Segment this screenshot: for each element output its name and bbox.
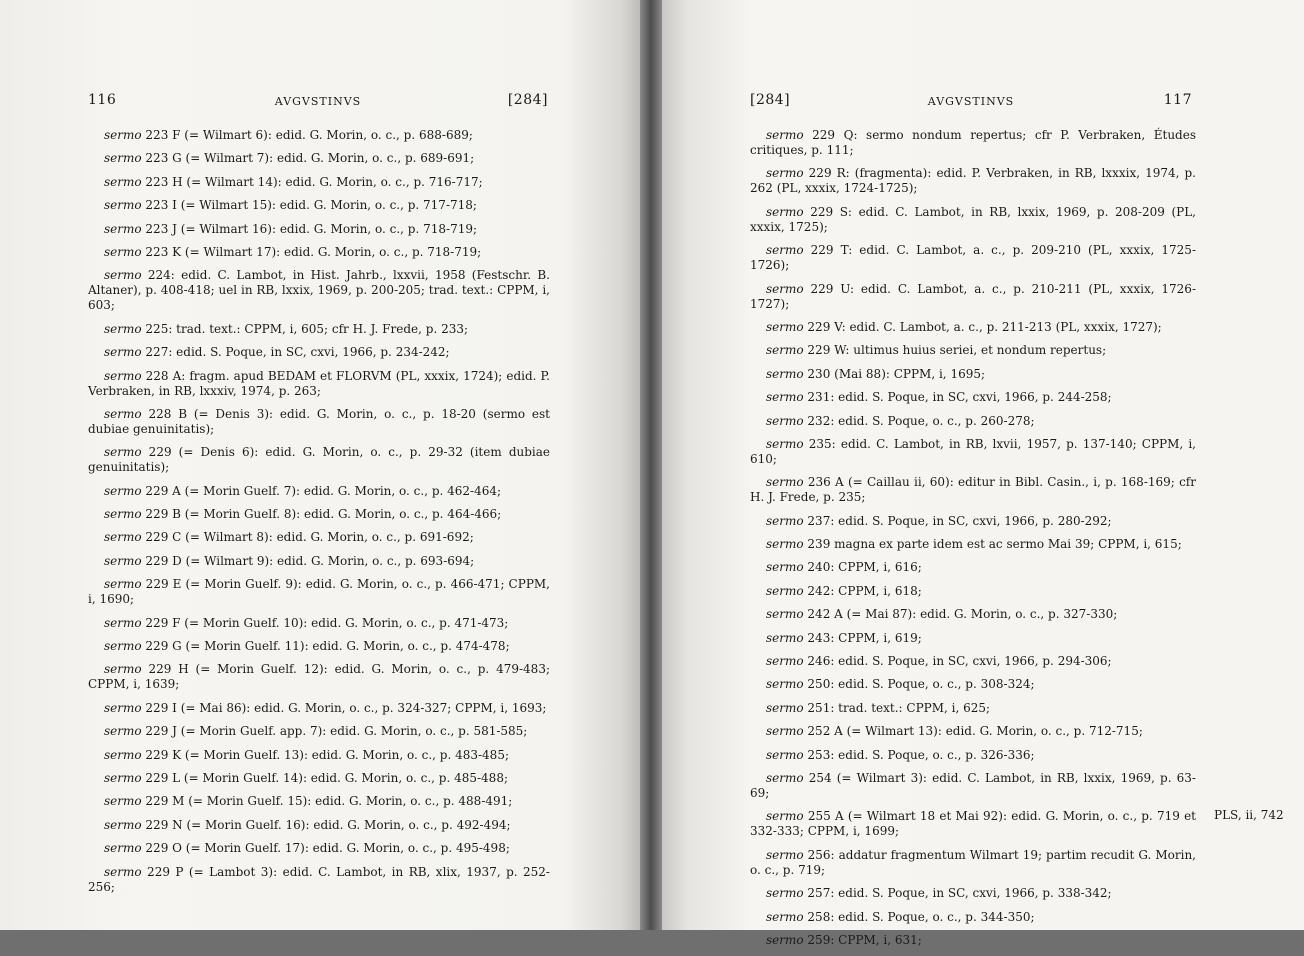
entry-text: 242 A (= Mai 87): edid. G. Morin, o. c., p. 327-330;	[803, 607, 1118, 622]
entry	[88, 701, 550, 716]
entry	[750, 654, 1196, 669]
entry	[88, 748, 550, 763]
entry-label: sermo	[766, 724, 804, 739]
entry-text: 229 Q: sermo nondum repertus; cfr P. Verbraken, Études critiques, p. 111;	[750, 128, 1196, 157]
entry	[88, 128, 550, 143]
entry-label: sermo	[104, 221, 142, 236]
entry-text: 257: edid. S. Poque, in SC, cxvi, 1966, p. 338-342;	[803, 886, 1112, 901]
entry-label: sermo	[104, 639, 142, 654]
entry-label: sermo	[766, 886, 804, 901]
entry	[750, 886, 1196, 901]
entry	[88, 507, 550, 522]
entry-text: 227: edid. S. Poque, in SC, cxvi, 1966, p. 234-242;	[141, 345, 450, 360]
entry-text: 242: CPPM, i, 618;	[803, 583, 922, 598]
entry	[750, 243, 1196, 273]
entry-text: 230 (Mai 88): CPPM, i, 1695;	[803, 366, 986, 381]
entry-label: sermo	[104, 553, 142, 568]
entry-label: sermo	[104, 864, 142, 879]
entry-label: sermo	[766, 654, 804, 669]
entry-text: 256: addatur fragmentum Wilmart 19; partim recudit G. Morin, o. c., p. 719;	[750, 847, 1196, 877]
book-gutter	[640, 0, 662, 930]
left-page	[0, 0, 640, 930]
entry-text: 229 P (= Lambot 3): edid. C. Lambot, in RB, xlix, 1937, p. 252-256;	[88, 864, 550, 894]
entry-text: 224: edid. C. Lambot, in Hist. Jahrb., lxxvii, 1958 (Festschr. B. Altaner), p. 408-418; uel in RB, lxxix, 1969, p. 200-205; trad. text.: CPPM, i, 603;	[88, 268, 550, 313]
entry-text: 253: edid. S. Poque, o. c., p. 326-336;	[803, 747, 1035, 762]
entry	[88, 407, 550, 437]
entry-text: 228 A: fragm. apud BEDAM et FLORVM (PL, xxxix, 1724); edid. P. Verbraken, in RB, lxxxiv, 1974, p. 263;	[88, 368, 550, 398]
entry-label: sermo	[766, 366, 804, 381]
entry-label: sermo	[104, 406, 142, 421]
entry-text: 229 N (= Morin Guelf. 16): edid. G. Morin, o. c., p. 492-494;	[141, 817, 511, 832]
entry	[750, 933, 1196, 948]
entry-text: 228 B (= Denis 3): edid. G. Morin, o. c., p. 18-20 (sermo est dubiae genuinitatis);	[88, 406, 550, 436]
entry	[750, 701, 1196, 716]
entry-label: sermo	[766, 243, 804, 258]
entry-text: 229 D (= Wilmart 9): edid. G. Morin, o. c., p. 693-694;	[141, 553, 475, 568]
entry-label: sermo	[766, 700, 804, 715]
entry-text: 229 B (= Morin Guelf. 8): edid. G. Morin, o. c., p. 464-466;	[141, 507, 502, 522]
entry-text: 251: trad. text.: CPPM, i, 625;	[803, 700, 991, 715]
entry	[88, 198, 550, 213]
entry	[88, 577, 550, 607]
entry-text: 259: CPPM, i, 631;	[803, 932, 922, 947]
entry	[88, 662, 550, 692]
entry-text: 229 O (= Morin Guelf. 17): edid. G. Morin, o. c., p. 495-498;	[141, 841, 510, 856]
entry	[88, 554, 550, 569]
entry-text: 229 K (= Morin Guelf. 13): edid. G. Morin, o. c., p. 483-485;	[141, 747, 509, 762]
entry	[750, 631, 1196, 646]
entry-label: sermo	[766, 932, 804, 947]
entry-label: sermo	[766, 204, 804, 219]
entry-label: sermo	[104, 662, 142, 677]
entry-label: sermo	[766, 630, 804, 645]
entry	[88, 530, 550, 545]
margin-note: PLS, ii, 742	[1214, 808, 1284, 822]
entry	[88, 794, 550, 809]
entry-text: 229 J (= Morin Guelf. app. 7): edid. G. Morin, o. c., p. 581-585;	[141, 724, 528, 739]
entry-label: sermo	[104, 445, 142, 460]
entry	[750, 607, 1196, 622]
entry-label: sermo	[104, 483, 142, 498]
bracket-number: [284]	[750, 92, 791, 108]
entry	[750, 390, 1196, 405]
entry	[88, 151, 550, 166]
entry-label: sermo	[104, 615, 142, 630]
entry-text: 229 T: edid. C. Lambot, a. c., p. 209-210 (PL, xxxix, 1725-1726);	[750, 243, 1196, 273]
entry	[88, 639, 550, 654]
entry	[750, 128, 1196, 158]
entry-label: sermo	[766, 343, 804, 358]
entry-text: 255 A (= Wilmart 18 et Mai 92): edid. G. Morin, o. c., p. 719 et 332-333; CPPM, i, 1699;	[750, 809, 1196, 839]
entry	[750, 437, 1196, 467]
entry-text: 229 U: edid. C. Lambot, a. c., p. 210-211 (PL, xxxix, 1726-1727);	[750, 281, 1196, 311]
entry	[750, 282, 1196, 312]
entry-text: 229 S: edid. C. Lambot, in RB, lxxix, 1969, p. 208-209 (PL, xxxix, 1725);	[750, 204, 1196, 234]
entry	[88, 771, 550, 786]
entry-label: sermo	[766, 909, 804, 924]
entry-text: 229 M (= Morin Guelf. 15): edid. G. Morin, o. c., p. 488-491;	[141, 794, 513, 809]
entry-label: sermo	[766, 166, 804, 181]
entry-label: sermo	[766, 560, 804, 575]
entry-text: 229 H (= Morin Guelf. 12): edid. G. Morin, o. c., p. 479-483; CPPM, i, 1639;	[88, 662, 550, 692]
entry	[88, 175, 550, 190]
entry-label: sermo	[766, 390, 804, 405]
entry-text: 223 J (= Wilmart 16): edid. G. Morin, o. c., p. 718-719;	[141, 221, 478, 236]
entry-text: 235: edid. C. Lambot, in RB, lxvii, 1957, p. 137-140; CPPM, i, 610;	[750, 436, 1196, 466]
entry-text: 246: edid. S. Poque, in SC, cxvi, 1966, p. 294-306;	[803, 654, 1112, 669]
entry-label: sermo	[104, 198, 142, 213]
entry-text: 229 E (= Morin Guelf. 9): edid. G. Morin, o. c., p. 466-471; CPPM, i, 1690;	[88, 577, 550, 607]
entry-text: 252 A (= Wilmart 13): edid. G. Morin, o. c., p. 712-715;	[803, 724, 1143, 739]
entry-text: 243: CPPM, i, 619;	[803, 630, 922, 645]
entry-label: sermo	[766, 513, 804, 528]
entry	[750, 584, 1196, 599]
entry-text: 229 A (= Morin Guelf. 7): edid. G. Morin, o. c., p. 462-464;	[141, 483, 502, 498]
entry-label: sermo	[766, 677, 804, 692]
entry	[750, 809, 1196, 839]
entry	[750, 205, 1196, 235]
entry-label: sermo	[104, 700, 142, 715]
entry-label: sermo	[104, 345, 142, 360]
entry-text: 229 (= Denis 6): edid. G. Morin, o. c., p. 29-32 (item dubiae genuinitatis);	[88, 445, 550, 475]
entry-label: sermo	[104, 507, 142, 522]
entry	[88, 818, 550, 833]
entry-label: sermo	[766, 847, 804, 862]
entry-label: sermo	[766, 747, 804, 762]
bracket-number: [284]	[507, 92, 548, 108]
entry	[88, 724, 550, 739]
entry	[88, 222, 550, 237]
entry-text: 225: trad. text.: CPPM, i, 605; cfr H. J. Frede, p. 233;	[141, 321, 469, 336]
entry-text: 229 R: (fragmenta): edid. P. Verbraken, in RB, lxxxix, 1974, p. 262 (PL, xxxix, 1724-1725);	[750, 166, 1196, 196]
entry-text: 229 W: ultimus huius seriei, et nondum repertus;	[803, 343, 1107, 358]
entry-text: 250: edid. S. Poque, o. c., p. 308-324;	[803, 677, 1035, 692]
entry-label: sermo	[766, 770, 804, 785]
entry-text: 239 magna ex parte idem est ac sermo Mai 39; CPPM, i, 615;	[803, 537, 1182, 552]
entry	[750, 367, 1196, 382]
entry	[88, 865, 550, 895]
entry-label: sermo	[104, 151, 142, 166]
entry-label: sermo	[104, 841, 142, 856]
entry-label: sermo	[766, 436, 804, 451]
entry-text: 223 G (= Wilmart 7): edid. G. Morin, o. c., p. 689-691;	[141, 151, 475, 166]
entry	[88, 369, 550, 399]
entry-text: 231: edid. S. Poque, in SC, cxvi, 1966, p. 244-258;	[803, 390, 1112, 405]
entry-label: sermo	[766, 413, 804, 428]
entry-text: 229 C (= Wilmart 8): edid. G. Morin, o. c., p. 691-692;	[141, 530, 474, 545]
entry-label: sermo	[104, 747, 142, 762]
entry-text: 229 L (= Morin Guelf. 14): edid. G. Morin, o. c., p. 485-488;	[141, 770, 508, 785]
entry	[750, 514, 1196, 529]
entry-label: sermo	[104, 577, 142, 592]
running-head: AVGVSTINVS	[274, 95, 362, 108]
entry-label: sermo	[104, 174, 142, 189]
entry-text: 223 K (= Wilmart 17): edid. G. Morin, o. c., p. 718-719;	[141, 244, 482, 259]
entry-label: sermo	[766, 319, 804, 334]
entry	[88, 484, 550, 499]
entry-text: 237: edid. S. Poque, in SC, cxvi, 1966, p. 280-292;	[803, 513, 1112, 528]
entry-label: sermo	[104, 794, 142, 809]
entry-text: 223 H (= Wilmart 14): edid. G. Morin, o. c., p. 716-717;	[141, 174, 483, 189]
entry	[750, 475, 1196, 505]
entry-label: sermo	[104, 530, 142, 545]
entry	[88, 245, 550, 260]
entry	[750, 677, 1196, 692]
entry-label: sermo	[766, 537, 804, 552]
entry-text: 236 A (= Caillau ii, 60): editur in Bibl. Casin., i, p. 168-169; cfr H. J. Frede, p. 235;	[750, 475, 1196, 505]
entry-label: sermo	[104, 368, 142, 383]
left-entries-list	[88, 128, 550, 903]
entry	[750, 748, 1196, 763]
entry-label: sermo	[104, 770, 142, 785]
entry	[88, 616, 550, 631]
page-number: 117	[1163, 92, 1192, 108]
entry-text: 229 G (= Morin Guelf. 11): edid. G. Morin, o. c., p. 474-478;	[141, 639, 510, 654]
entry	[88, 268, 550, 313]
entry	[750, 560, 1196, 575]
entry-text: 223 I (= Wilmart 15): edid. G. Morin, o. c., p. 717-718;	[141, 198, 477, 213]
running-head: AVGVSTINVS	[927, 95, 1015, 108]
right-page	[662, 0, 1304, 947]
entry-label: sermo	[766, 128, 804, 142]
entry-label: sermo	[766, 583, 804, 598]
entry-label: sermo	[104, 268, 142, 283]
entry	[750, 343, 1196, 358]
entry-label: sermo	[104, 817, 142, 832]
entry-label: sermo	[766, 809, 804, 824]
entry-text: 229 F (= Morin Guelf. 10): edid. G. Morin, o. c., p. 471-473;	[141, 615, 509, 630]
entry-text: 229 I (= Mai 86): edid. G. Morin, o. c., p. 324-327; CPPM, i, 1693;	[141, 700, 547, 715]
entry	[750, 166, 1196, 196]
entry-label: sermo	[104, 128, 142, 142]
page-number: 116	[88, 92, 117, 108]
entry-label: sermo	[104, 244, 142, 259]
entry	[750, 771, 1196, 801]
entry-label: sermo	[766, 281, 804, 296]
entry	[88, 322, 550, 337]
entry	[750, 724, 1196, 739]
entry	[88, 445, 550, 475]
entry	[88, 345, 550, 360]
entry	[750, 910, 1196, 925]
entry-text: 254 (= Wilmart 3): edid. C. Lambot, in RB, lxxix, 1969, p. 63-69;	[750, 770, 1196, 800]
entry	[750, 320, 1196, 335]
entry-text: 229 V: edid. C. Lambot, a. c., p. 211-213 (PL, xxxix, 1727);	[803, 319, 1162, 334]
entry-text: 240: CPPM, i, 616;	[803, 560, 922, 575]
entry-label: sermo	[104, 321, 142, 336]
entry	[750, 848, 1196, 878]
entry-text: 258: edid. S. Poque, o. c., p. 344-350;	[803, 909, 1035, 924]
right-entries-list	[750, 128, 1196, 956]
entry-text: 232: edid. S. Poque, o. c., p. 260-278;	[803, 413, 1035, 428]
entry-label: sermo	[104, 724, 142, 739]
entry	[88, 841, 550, 856]
entry-label: sermo	[766, 607, 804, 622]
entry-label: sermo	[766, 475, 804, 490]
entry	[750, 537, 1196, 552]
entry	[750, 414, 1196, 429]
entry-text: 223 F (= Wilmart 6): edid. G. Morin, o. c., p. 688-689;	[141, 128, 473, 142]
